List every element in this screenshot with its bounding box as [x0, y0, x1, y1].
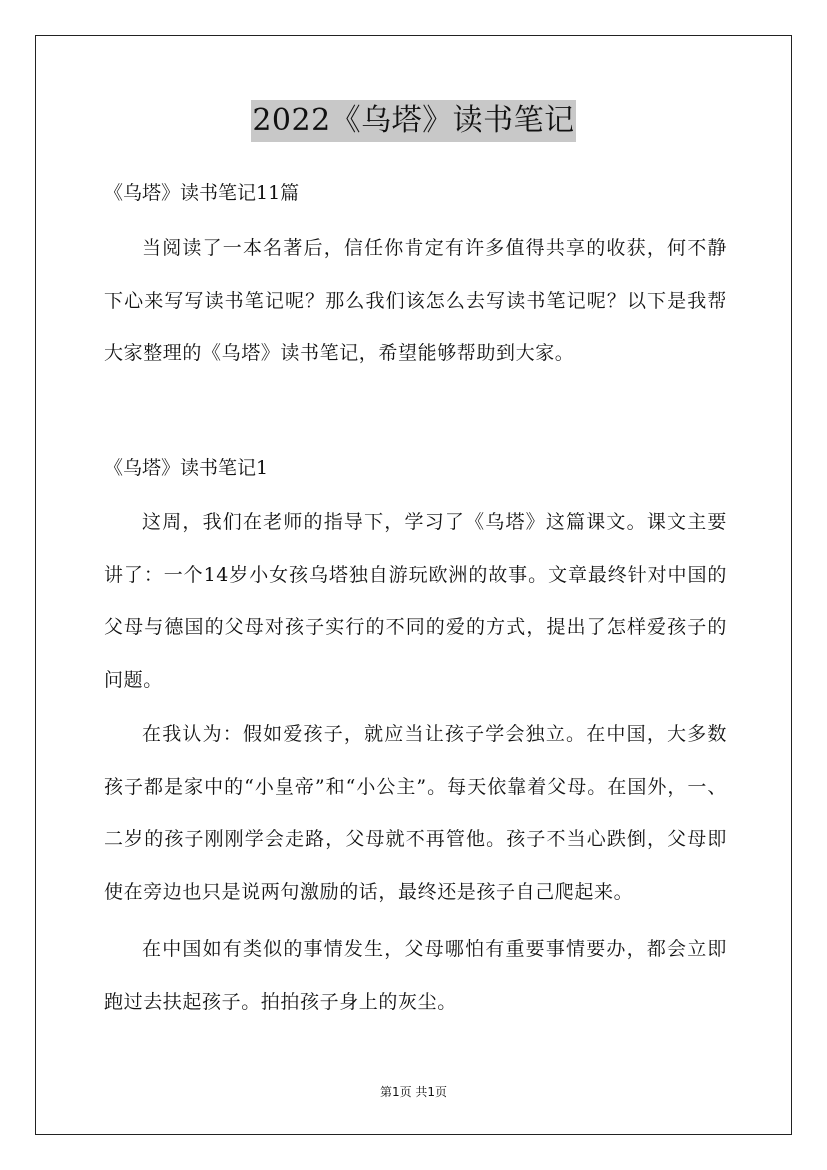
- body-paragraph-2: 在我认为：假如爱孩子，就应当让孩子学会独立。在中国，大多数孩子都是家中的“小皇帝”和“小公主”。每天依靠着父母。在国外，一、二岁的孩子刚刚学会走路，父母就不再管他。孩子不当心跌倒，父母即使在旁边也只是说两句激励的话，最终还是孩子自己爬起来。: [104, 723, 727, 903]
- document-title: 2022《乌塔》读书笔记: [251, 100, 575, 142]
- title-container: [0, 100, 827, 142]
- collection-heading: 《乌塔》读书笔记11篇: [104, 182, 300, 204]
- page-footer: 第1页 共1页: [379, 1085, 448, 1099]
- section-heading: 《乌塔》读书笔记1: [104, 457, 269, 479]
- body-paragraph-3: 在中国如有类似的事情发生，父母哪怕有重要事情要办，都会立即跑过去扶起孩子。拍拍孩子身上的灰尘。: [104, 938, 727, 1013]
- intro-paragraph: 当阅读了一本名著后，信任你肯定有许多值得共享的收获，何不静下心来写写读书笔记呢？那么我们该怎么去写读书笔记呢？以下是我帮大家整理的《乌塔》读书笔记，希望能够帮助到大家。: [104, 237, 727, 364]
- body-paragraph-1: 这周，我们在老师的指导下，学习了《乌塔》这篇课文。课文主要讲了：一个14岁小女孩乌塔独自游玩欧洲的故事。文章最终针对中国的父母与德国的父母对孩子实行的不同的爱的方式，提出了怎样爱孩子的问题。: [104, 511, 727, 691]
